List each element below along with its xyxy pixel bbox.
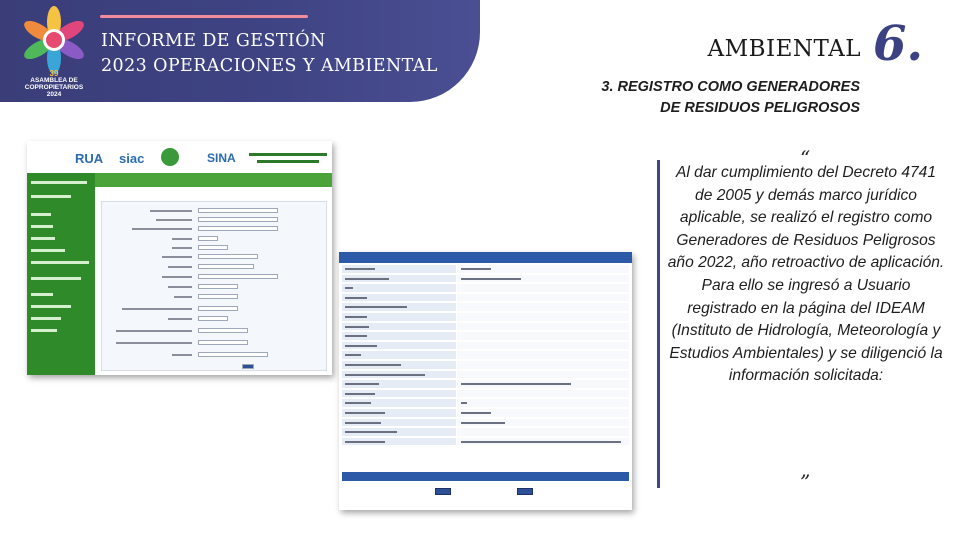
certificate-row xyxy=(342,380,629,389)
form-field xyxy=(198,274,278,279)
quote-close-mark: ” xyxy=(800,470,811,494)
banner-accent-line xyxy=(100,15,308,18)
rua-header-caption xyxy=(249,153,327,156)
certificate-row xyxy=(342,399,629,408)
certificate-row xyxy=(342,371,629,380)
siac-logo: siac xyxy=(119,151,145,166)
certificate-label-line xyxy=(345,278,389,280)
report-title-line1: INFORME DE GESTIÓN xyxy=(101,31,326,51)
certificate-value-line xyxy=(461,402,467,404)
certificate-row-value-cell xyxy=(457,342,629,350)
sidebar-item xyxy=(31,213,51,216)
sidebar-item xyxy=(31,317,61,320)
sina-logo: SINA xyxy=(207,151,236,165)
header-banner xyxy=(0,0,480,102)
form-field xyxy=(198,264,254,269)
certificate-row-value-cell xyxy=(457,303,629,311)
certificate-row-value-cell xyxy=(457,428,629,436)
rua-form-header-band xyxy=(95,173,332,187)
form-field xyxy=(198,236,218,241)
sidebar-item xyxy=(31,329,57,332)
rua-logo: RUA xyxy=(75,151,104,166)
certificate-value-line xyxy=(461,441,621,443)
certificate-row xyxy=(342,275,629,284)
certificate-label-line xyxy=(345,412,385,414)
certificate-label-line xyxy=(345,354,361,356)
certificate-row-value-cell xyxy=(457,399,629,407)
logo-name-line2: COPROPIETARIOS xyxy=(24,84,84,91)
certificate-button-left xyxy=(435,488,451,495)
quote-accent-bar xyxy=(657,160,660,488)
form-submit-button xyxy=(242,364,254,369)
form-field xyxy=(198,294,238,299)
sidebar-item xyxy=(31,195,71,198)
form-field xyxy=(198,254,258,259)
form-label xyxy=(162,276,192,278)
sidebar-item xyxy=(31,261,89,264)
quote-open-mark: “ xyxy=(800,146,811,170)
sidebar-item xyxy=(31,249,65,252)
certificate-row xyxy=(342,342,629,351)
section-title: AMBIENTAL xyxy=(707,36,861,62)
sidebar-item xyxy=(31,181,87,184)
certificate-row xyxy=(342,323,629,332)
certificate-label-line xyxy=(345,383,379,385)
certificate-row xyxy=(342,294,629,303)
certificate-label-line xyxy=(345,335,367,337)
certificate-row xyxy=(342,419,629,428)
certificate-label-line xyxy=(345,306,407,308)
logo-caption xyxy=(16,70,92,98)
section-subtitle-line2: DE RESIDUOS PELIGROSOS xyxy=(660,100,860,116)
form-field xyxy=(198,328,248,333)
form-field xyxy=(198,217,278,222)
form-field xyxy=(198,340,248,345)
certificate-row xyxy=(342,332,629,341)
form-label xyxy=(172,238,192,240)
certificate-label-line xyxy=(345,441,385,443)
quote-text: Al dar cumplimiento del Decreto 4741 de 2005 y demás marco jurídico aplicable, se realizó el registro como Generadores de Residuos Peligrosos año 2022, año retroactivo de aplicación. Para ello se ingresó a Usuario registrado en la página del IDEAM (Instituto de Hidrología, Meteorología y Estudios Ambientales) y se diligenció la información solicitada: xyxy=(667,164,945,385)
certificate-label-line xyxy=(345,345,377,347)
certificate-footer-bar xyxy=(342,472,629,481)
certificate-row xyxy=(342,351,629,360)
certificate-row-value-cell xyxy=(457,351,629,359)
certificate-label-line xyxy=(345,393,375,395)
form-label xyxy=(116,342,192,344)
form-field xyxy=(198,208,278,213)
rua-form-screenshot xyxy=(27,141,332,375)
sidebar-item xyxy=(31,237,55,240)
certificate-row xyxy=(342,390,629,399)
certificate-row-value-cell xyxy=(457,313,629,321)
logo-number: 39 xyxy=(49,69,59,78)
certificate-value-line xyxy=(461,412,491,414)
certificate-label-line xyxy=(345,431,397,433)
logo-year: 2024 xyxy=(46,91,62,98)
certificate-header-bar xyxy=(339,252,632,263)
section-subtitle-line1: 3. REGISTRO COMO GENERADORES xyxy=(601,79,860,95)
certificate-row xyxy=(342,265,629,274)
report-title-line2: 2023 OPERACIONES Y AMBIENTAL xyxy=(101,56,438,76)
form-label xyxy=(156,219,192,221)
form-label xyxy=(172,247,192,249)
logo-name-line1: ASAMBLEA DE xyxy=(30,77,78,84)
form-label xyxy=(172,354,192,356)
ideam-logo-icon xyxy=(161,148,179,166)
report-title xyxy=(101,29,438,79)
form-label xyxy=(174,296,192,298)
form-field xyxy=(198,316,228,321)
form-field xyxy=(198,245,228,250)
form-label xyxy=(122,308,192,310)
certificate-row xyxy=(342,438,629,447)
certificate-label-line xyxy=(345,268,375,270)
form-label xyxy=(168,318,192,320)
form-field xyxy=(198,306,238,311)
certificate-label-line xyxy=(345,326,369,328)
certificate-row-value-cell xyxy=(457,390,629,398)
form-label xyxy=(116,330,192,332)
form-field xyxy=(198,226,278,231)
certificate-row xyxy=(342,428,629,437)
sidebar-item xyxy=(31,277,81,280)
certificate-row-value-cell xyxy=(457,294,629,302)
certificate-row-value-cell xyxy=(457,323,629,331)
certificate-row xyxy=(342,361,629,370)
certificate-value-line xyxy=(461,278,521,280)
form-label xyxy=(162,256,192,258)
section-number: 6. xyxy=(873,16,924,72)
sidebar-item xyxy=(31,293,53,296)
rua-header-caption-2 xyxy=(257,160,319,163)
certificate-row xyxy=(342,303,629,312)
form-field xyxy=(198,352,268,357)
form-label xyxy=(168,266,192,268)
certificate-label-line xyxy=(345,297,367,299)
certificate-value-line xyxy=(461,268,491,270)
form-label xyxy=(150,210,192,212)
rua-header xyxy=(27,141,332,173)
form-label xyxy=(132,228,192,230)
sidebar-item xyxy=(31,305,71,308)
certificate-row-value-cell xyxy=(457,284,629,292)
sidebar-item xyxy=(31,225,53,228)
form-label xyxy=(168,286,192,288)
certificate-row-value-cell xyxy=(457,361,629,369)
form-field xyxy=(198,284,238,289)
rua-sidebar xyxy=(27,173,95,375)
section-subtitle xyxy=(601,77,860,119)
certificate-row xyxy=(342,284,629,293)
rua-form-panel xyxy=(101,201,327,371)
certificate-label-line xyxy=(345,316,367,318)
certificate-label-line xyxy=(345,287,353,289)
certificate-row-value-cell xyxy=(457,332,629,340)
certificate-button-right xyxy=(517,488,533,495)
certificate-value-line xyxy=(461,422,505,424)
certificate-screenshot xyxy=(339,252,632,510)
certificate-row-value-cell xyxy=(457,371,629,379)
certificate-row-label-cell xyxy=(342,284,456,292)
certificate-label-line xyxy=(345,374,425,376)
certificate-label-line xyxy=(345,364,401,366)
certificate-label-line xyxy=(345,422,381,424)
certificate-row xyxy=(342,313,629,322)
certificate-label-line xyxy=(345,402,371,404)
certificate-value-line xyxy=(461,383,571,385)
certificate-row xyxy=(342,409,629,418)
